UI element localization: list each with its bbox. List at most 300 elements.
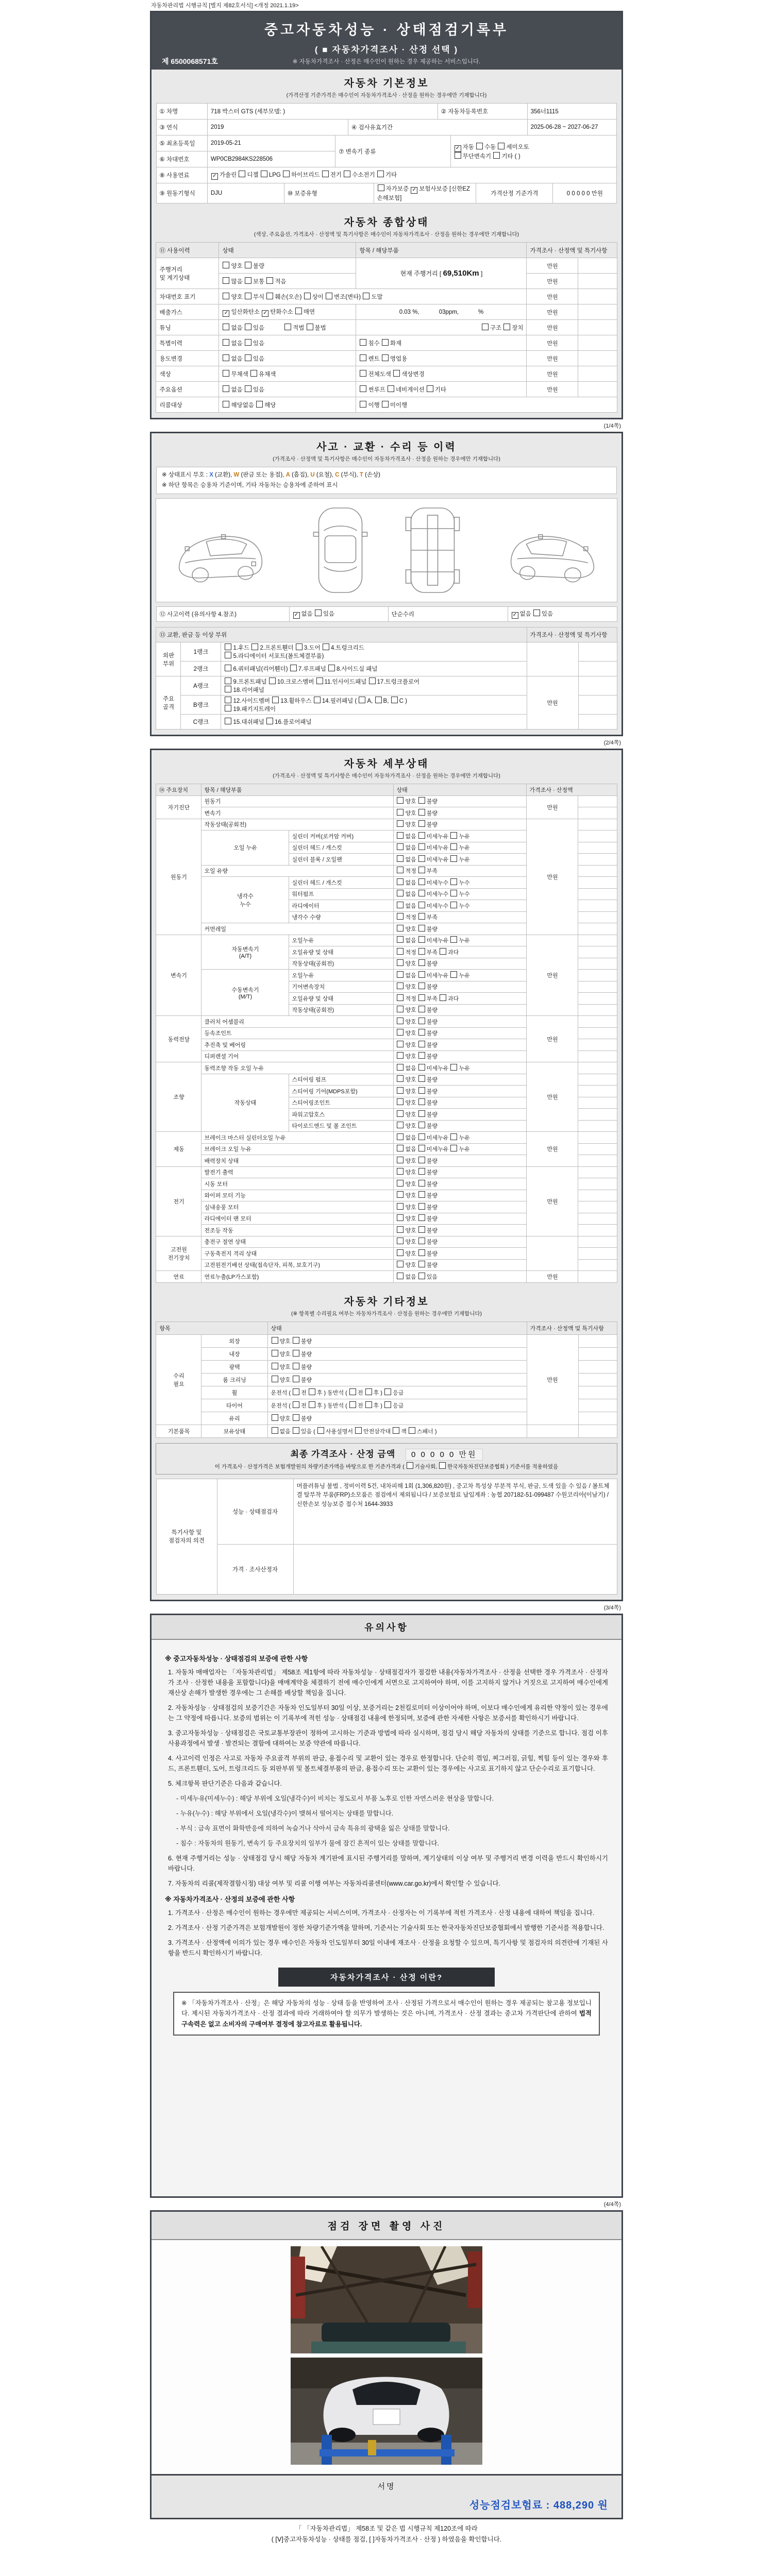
- checkbox-icon[interactable]: [365, 1388, 372, 1395]
- table-cell: ② 자동차등록번호: [438, 104, 527, 120]
- checkbox-icon[interactable]: [293, 1376, 299, 1382]
- checkbox-icon[interactable]: [225, 718, 231, 724]
- table-cell: 작동상태(공회전): [289, 1004, 394, 1016]
- table-cell: [578, 351, 617, 366]
- checkbox-checked-icon[interactable]: ✓: [512, 612, 518, 619]
- table-cell: ⑤ 최초등록일: [156, 135, 207, 151]
- checkbox-icon[interactable]: [418, 1191, 425, 1198]
- checkbox-icon[interactable]: [397, 867, 404, 873]
- footer-line-1: 「 「자동차관리법」 제58조 및 같은 법 시행규칙 제120조에 따라: [295, 2524, 478, 2532]
- checkbox-icon[interactable]: [397, 1087, 404, 1094]
- section-title-etc: 자동차 기타정보: [344, 1296, 429, 1308]
- checkbox-icon[interactable]: [397, 959, 404, 966]
- checkbox-icon[interactable]: [450, 1064, 457, 1071]
- table-cell: 만원: [527, 1271, 578, 1283]
- checkbox-icon[interactable]: [225, 705, 231, 711]
- checkbox-icon[interactable]: [498, 143, 505, 149]
- table-cell: [527, 1425, 578, 1437]
- table-cell: 상태: [219, 243, 356, 258]
- checkbox-checked-icon[interactable]: ✓: [211, 173, 218, 180]
- table-cell: [578, 981, 617, 993]
- table-cell: 브레이크 마스터 실린더오일 누유: [201, 1132, 394, 1144]
- table-cell: 없음 있음 ( 사용설명서 안전삼각대 잭 스패너 ): [267, 1425, 527, 1437]
- checkbox-checked-icon[interactable]: ✓: [293, 612, 300, 619]
- checkbox-icon[interactable]: [322, 171, 329, 177]
- checkbox-icon[interactable]: [384, 1401, 391, 1408]
- checkbox-icon[interactable]: [418, 1075, 425, 1082]
- table-cell: [578, 289, 617, 304]
- checkbox-icon[interactable]: [309, 1388, 315, 1395]
- table-cell: [578, 258, 617, 274]
- checkbox-icon[interactable]: [418, 959, 425, 966]
- checkbox-icon[interactable]: [503, 324, 510, 330]
- checkbox-icon[interactable]: [397, 809, 404, 816]
- checkbox-icon[interactable]: [384, 1388, 391, 1395]
- table-cell: 양호 불량: [394, 1097, 527, 1109]
- checkbox-icon[interactable]: [223, 339, 229, 346]
- checkbox-icon[interactable]: [272, 1350, 278, 1357]
- checkbox-icon[interactable]: [418, 1122, 425, 1128]
- checkbox-icon[interactable]: [397, 890, 404, 896]
- table-cell: [578, 1225, 617, 1236]
- table-cell: 냉각수 수량: [289, 911, 394, 923]
- checkbox-icon[interactable]: [223, 277, 229, 284]
- checkbox-icon[interactable]: [391, 697, 398, 703]
- checkbox-icon[interactable]: [225, 652, 231, 658]
- checkbox-icon[interactable]: [256, 401, 263, 408]
- checkbox-icon[interactable]: [397, 1052, 404, 1059]
- checkbox-icon[interactable]: [397, 1238, 404, 1244]
- checkbox-icon[interactable]: [378, 184, 384, 191]
- checkbox-icon[interactable]: [418, 878, 425, 885]
- checkbox-icon[interactable]: [418, 855, 425, 862]
- table-cell: 0.03 %, 03ppm, %: [356, 304, 527, 320]
- checkbox-icon[interactable]: [418, 994, 425, 1001]
- checkbox-icon[interactable]: [418, 1249, 425, 1256]
- checkbox-icon[interactable]: [293, 1401, 299, 1408]
- checkbox-icon[interactable]: [397, 1214, 404, 1221]
- table-cell: 무채색 유채색: [219, 366, 356, 382]
- legend-symbol: U: [310, 472, 315, 478]
- checkbox-icon[interactable]: [418, 832, 425, 839]
- checkbox-icon[interactable]: [225, 697, 231, 703]
- checkbox-icon[interactable]: [365, 1401, 372, 1408]
- checkbox-icon[interactable]: [382, 401, 389, 408]
- checkbox-icon[interactable]: [397, 913, 404, 920]
- checkbox-checked-icon[interactable]: ✓: [411, 187, 417, 194]
- table-cell: 9.프론트패널 10.크로스멤버 11.인사이드패널 17.트렁크플로어 18.리어패널: [221, 676, 527, 696]
- table-cell: 2019: [207, 120, 348, 135]
- table-cell: 원동기: [201, 795, 394, 807]
- checkbox-icon[interactable]: [397, 936, 404, 943]
- checkbox-icon[interactable]: [251, 643, 258, 650]
- table-cell: 없음 미세누수 누수: [394, 888, 527, 900]
- table-cell: [578, 1097, 617, 1109]
- checkbox-icon[interactable]: [382, 354, 389, 361]
- checkbox-icon[interactable]: [349, 1388, 356, 1395]
- checkbox-icon[interactable]: [440, 948, 446, 955]
- checkbox-icon[interactable]: [450, 878, 457, 885]
- checkbox-icon[interactable]: [316, 677, 323, 684]
- checkbox-icon[interactable]: [450, 843, 457, 850]
- checkbox-icon[interactable]: [397, 843, 404, 850]
- checkbox-icon[interactable]: [439, 1462, 446, 1469]
- checkbox-icon[interactable]: [225, 643, 231, 650]
- checkbox-icon[interactable]: [397, 1249, 404, 1256]
- checkbox-icon[interactable]: [450, 971, 457, 978]
- table-cell: 없음 미세누유 누유: [394, 854, 527, 866]
- checkbox-icon[interactable]: [418, 1110, 425, 1117]
- checkbox-icon[interactable]: [245, 324, 251, 330]
- checkbox-icon[interactable]: [223, 354, 229, 361]
- car-diagram-underbody: [400, 504, 465, 597]
- checkbox-icon[interactable]: [317, 1427, 324, 1434]
- checkbox-icon[interactable]: [450, 855, 457, 862]
- checkbox-icon[interactable]: [250, 370, 257, 377]
- checkbox-icon[interactable]: [388, 385, 394, 392]
- checkbox-icon[interactable]: [533, 609, 540, 616]
- checkbox-icon[interactable]: [397, 1145, 404, 1151]
- checkbox-icon[interactable]: [393, 1427, 399, 1434]
- checkbox-icon[interactable]: [223, 385, 229, 392]
- table-cell: ✓ 없음 있음: [289, 607, 388, 622]
- table-cell: 리콜대상: [156, 397, 219, 413]
- section-title-cond: 자동차 종합상태: [344, 217, 429, 228]
- checkbox-icon[interactable]: [418, 1157, 425, 1163]
- checkbox-icon[interactable]: [293, 1363, 299, 1369]
- table-cell: [578, 877, 617, 889]
- checkbox-icon[interactable]: [450, 832, 457, 839]
- checkbox-icon[interactable]: [397, 1018, 404, 1024]
- checkbox-icon[interactable]: [397, 1110, 404, 1117]
- checkbox-icon[interactable]: [397, 832, 404, 839]
- checkbox-icon[interactable]: [450, 1133, 457, 1140]
- checkbox-icon[interactable]: [397, 1157, 404, 1163]
- table-cell: 만원: [527, 366, 578, 382]
- table-cell: 특기사항 및 점검자의 의견: [156, 1479, 217, 1594]
- table-cell: [578, 1259, 617, 1271]
- checkbox-icon[interactable]: [272, 1363, 278, 1369]
- page-marker-3: (3/4쪽): [603, 1604, 621, 1611]
- checkbox-icon[interactable]: [272, 1337, 278, 1344]
- checkbox-icon[interactable]: [328, 665, 335, 671]
- section-title-basic: 자동차 기본정보: [344, 78, 429, 89]
- checkbox-icon[interactable]: [382, 339, 389, 346]
- table-cell: 튜닝: [156, 320, 219, 335]
- checkbox-icon[interactable]: [418, 925, 425, 931]
- checkbox-icon[interactable]: [283, 171, 290, 177]
- checkbox-icon[interactable]: [239, 171, 245, 177]
- notice-item: 2. 자동차성능 · 상태점검의 보증기간은 자동차 인도일부터 30일 이상, 보증거리는 2천킬로미터 이상이어야 하며, 이보다 매수인에게 유리한 약정이 있는 경우에는 그 약정에 따릅니다. 보증의 범위는 이 기록부에 적힌 성능 · 상태점검 내용에 한정되며, 보증에 관한 자세한 사항은 보증서를 확인하시기 바랍니다.: [168, 1704, 608, 1722]
- table-cell: 전체도색 색상변경: [356, 366, 527, 382]
- panel-rank-table: [156, 627, 617, 730]
- checkbox-icon[interactable]: [418, 1238, 425, 1244]
- table-cell: [578, 1039, 617, 1051]
- form-reference: 자동차관리법 시행규칙 [별지 제82호서식] <개정 2021.1.19>: [151, 3, 299, 9]
- checkbox-icon[interactable]: [397, 902, 404, 908]
- checkbox-icon[interactable]: [223, 324, 229, 330]
- table-cell: 양호 불량: [394, 1259, 527, 1271]
- checkbox-icon[interactable]: [397, 1203, 404, 1210]
- table-cell: 배출가스: [156, 304, 219, 320]
- checkbox-icon[interactable]: [266, 293, 273, 299]
- checkbox-icon[interactable]: [360, 385, 366, 392]
- notice-item: - 누유(누수) : 해당 부위에서 오일(냉각수)이 맺혀서 떨어지는 상태를 말합니다.: [176, 1809, 394, 1817]
- table-cell: ✓ 가솔린 디젤 LPG 하이브리드 전기 수소전기 기타: [207, 167, 617, 183]
- table-cell: [578, 1236, 617, 1248]
- checkbox-icon[interactable]: [284, 324, 291, 330]
- checkbox-icon[interactable]: [272, 697, 279, 703]
- table-cell: [578, 1062, 617, 1074]
- checkbox-icon[interactable]: [397, 1075, 404, 1082]
- checkbox-icon[interactable]: [418, 1261, 425, 1267]
- table-cell: 양호 불량: [394, 819, 527, 831]
- table-cell: 주행거리 및 계기상태: [156, 258, 219, 289]
- table-cell: 만원: [527, 335, 578, 351]
- checkbox-icon[interactable]: [409, 1427, 415, 1434]
- checkbox-icon[interactable]: [450, 936, 457, 943]
- checkbox-icon[interactable]: [344, 171, 350, 177]
- table-cell: [578, 1248, 617, 1260]
- checkbox-icon[interactable]: [269, 677, 276, 684]
- checkbox-icon[interactable]: [418, 948, 425, 955]
- checkbox-icon[interactable]: [223, 370, 229, 377]
- checkbox-icon[interactable]: [225, 665, 231, 671]
- checkbox-icon[interactable]: [418, 971, 425, 978]
- checkbox-icon[interactable]: [418, 797, 425, 804]
- table-cell: 양호 불량: [394, 1155, 527, 1167]
- checkbox-icon[interactable]: [314, 697, 321, 703]
- checkbox-icon[interactable]: [293, 1388, 299, 1395]
- checkbox-icon[interactable]: [450, 890, 457, 896]
- checkbox-icon[interactable]: [359, 697, 365, 703]
- checkbox-icon[interactable]: [393, 370, 400, 377]
- checkbox-icon[interactable]: [223, 293, 229, 299]
- checkbox-icon[interactable]: [360, 354, 366, 361]
- checkbox-icon[interactable]: [418, 1006, 425, 1012]
- checkbox-icon[interactable]: [397, 1261, 404, 1267]
- checkbox-icon[interactable]: [397, 994, 404, 1001]
- table-cell: 라디에이터: [289, 900, 394, 912]
- checkbox-icon[interactable]: [245, 339, 251, 346]
- checkbox-icon[interactable]: [326, 293, 332, 299]
- checkbox-icon[interactable]: [418, 1133, 425, 1140]
- checkbox-icon[interactable]: [397, 1098, 404, 1105]
- table-cell: 만원: [527, 676, 578, 730]
- checkbox-icon[interactable]: [245, 385, 251, 392]
- table-cell: [578, 1386, 617, 1399]
- checkbox-icon[interactable]: [397, 855, 404, 862]
- checkbox-icon[interactable]: [418, 1226, 425, 1233]
- checkbox-icon[interactable]: [418, 1098, 425, 1105]
- photo-area: [152, 2240, 621, 2474]
- checkbox-icon[interactable]: [450, 1145, 457, 1151]
- checkbox-icon[interactable]: [397, 1133, 404, 1140]
- checkbox-icon[interactable]: [418, 1203, 425, 1210]
- checkbox-icon[interactable]: [223, 401, 229, 408]
- table-cell: 6.쿼터패널(리어휀더) 7.루프패널 8.사이드실 패널: [221, 662, 527, 676]
- table-cell: 침수 화재: [356, 335, 527, 351]
- table-cell: WP0CB2984KS228506: [207, 151, 335, 167]
- checkbox-icon[interactable]: [397, 1180, 404, 1187]
- checkbox-icon[interactable]: [272, 1427, 278, 1434]
- checkbox-icon[interactable]: [418, 982, 425, 989]
- checkbox-icon[interactable]: [493, 152, 500, 159]
- checkbox-icon[interactable]: [397, 971, 404, 978]
- checkbox-icon[interactable]: [455, 152, 461, 159]
- checkbox-icon[interactable]: [418, 1041, 425, 1047]
- checkbox-icon[interactable]: [397, 878, 404, 885]
- checkbox-icon[interactable]: [293, 1337, 299, 1344]
- checkbox-icon[interactable]: [397, 1122, 404, 1128]
- checkbox-icon[interactable]: [418, 1273, 425, 1279]
- notice-item: 3. 중고자동차성능 · 상태점검은 국토교통부장관이 정하여 고시하는 기준과 방법에 따라 실시하며, 점검 당시 해당 자동차의 상태를 기준으로 합니다. 점검 이후 사용과정에서 발생 · 발견되는 결함에 대하여는 보증 약관에 따릅니다.: [168, 1729, 608, 1747]
- checkbox-icon[interactable]: [225, 686, 231, 692]
- checkbox-icon[interactable]: [272, 1414, 278, 1421]
- notice-item: - 침수 : 자동차의 원동기, 변속기 등 주요장치의 일부가 물에 잠긴 흔적이 있는 상태를 말합니다.: [176, 1839, 439, 1847]
- checkbox-icon[interactable]: [418, 890, 425, 896]
- checkbox-icon[interactable]: [397, 1191, 404, 1198]
- checkbox-icon[interactable]: [323, 643, 329, 650]
- table-cell: 가격조사 · 산정액 및 특기사항: [527, 1321, 617, 1334]
- checkbox-icon[interactable]: [309, 1401, 315, 1408]
- checkbox-icon[interactable]: [293, 1414, 299, 1421]
- checkbox-icon[interactable]: [315, 609, 322, 616]
- checkbox-icon[interactable]: [225, 677, 231, 684]
- table-cell: 양호 불량: [267, 1412, 527, 1425]
- checkbox-icon[interactable]: [418, 820, 425, 827]
- notice-item: 2. 가격조사 · 산정 기준가격은 보험개발원이 정한 차량기준가액을 말하며, 기준서는 기술사회 또는 한국자동차진단보증협회에서 발행한 기준서를 적용합니다.: [168, 1924, 604, 1931]
- checkbox-icon[interactable]: [375, 697, 382, 703]
- checkbox-icon[interactable]: [397, 925, 404, 931]
- checkbox-icon[interactable]: [360, 370, 366, 377]
- checkbox-icon[interactable]: [245, 277, 251, 284]
- checkbox-icon[interactable]: [418, 902, 425, 908]
- checkbox-icon[interactable]: [360, 339, 366, 346]
- checkbox-icon[interactable]: [245, 354, 251, 361]
- checkbox-icon[interactable]: [295, 308, 302, 314]
- checkbox-icon[interactable]: [418, 809, 425, 816]
- table-cell: DJU: [207, 183, 284, 204]
- table-cell: 원동기: [156, 819, 201, 935]
- notice-content: [152, 1640, 621, 2196]
- checkbox-icon[interactable]: [427, 385, 433, 392]
- table-cell: 오일유량 및 상태: [289, 993, 394, 1005]
- checkbox-icon[interactable]: [418, 1018, 425, 1024]
- car-diagrams: [156, 498, 617, 602]
- checkbox-icon[interactable]: [304, 293, 311, 299]
- checkbox-icon[interactable]: [397, 1006, 404, 1012]
- checkbox-checked-icon[interactable]: ✓: [262, 310, 268, 317]
- checkbox-icon[interactable]: [245, 293, 251, 299]
- table-cell: 내장: [201, 1347, 267, 1360]
- checkbox-icon[interactable]: [293, 1350, 299, 1357]
- legend-symbol: A: [285, 472, 290, 478]
- checkbox-icon[interactable]: [418, 1087, 425, 1094]
- checkbox-icon[interactable]: [363, 293, 369, 299]
- checkbox-icon[interactable]: [418, 1180, 425, 1187]
- table-cell: ⑦ 변속기 종류: [335, 135, 450, 167]
- checkbox-icon[interactable]: [418, 913, 425, 920]
- checkbox-icon[interactable]: [418, 936, 425, 943]
- checkbox-checked-icon[interactable]: ✓: [455, 145, 461, 152]
- checkbox-icon[interactable]: [476, 143, 483, 149]
- checkbox-icon[interactable]: [397, 1029, 404, 1036]
- checkbox-icon[interactable]: [360, 401, 366, 408]
- checkbox-icon[interactable]: [349, 1401, 356, 1408]
- table-cell: 2025-06-28 ~ 2027-06-27: [527, 120, 617, 135]
- table-cell: 파워고압호스: [289, 1109, 394, 1121]
- detail-condition-table: [156, 784, 617, 1283]
- table-cell: 양호 불량: [394, 958, 527, 970]
- checkbox-icon[interactable]: [245, 262, 251, 268]
- checkbox-icon[interactable]: [397, 1064, 404, 1071]
- overall-condition-table: [156, 242, 617, 413]
- table-cell: 양호 불량: [394, 1166, 527, 1178]
- checkbox-icon[interactable]: [397, 1168, 404, 1175]
- table-cell: 없음 미세누유 누유: [394, 1062, 527, 1074]
- checkbox-checked-icon[interactable]: ✓: [223, 310, 229, 317]
- table-cell: 양호 불량: [394, 1236, 527, 1248]
- table-cell: 등속조인트: [201, 1027, 394, 1039]
- checkbox-icon[interactable]: [377, 171, 384, 177]
- checkbox-icon[interactable]: [397, 1226, 404, 1233]
- checkbox-icon[interactable]: [418, 867, 425, 873]
- checkbox-icon[interactable]: [482, 324, 489, 330]
- table-cell: 없음 미세누유 누유: [394, 1143, 527, 1155]
- checkbox-icon[interactable]: [397, 1041, 404, 1047]
- checkbox-icon[interactable]: [407, 1462, 413, 1469]
- table-cell: 없음 미세누유 누유: [394, 831, 527, 842]
- table-cell: 만원: [527, 1016, 578, 1062]
- checkbox-icon[interactable]: [418, 843, 425, 850]
- checkbox-icon[interactable]: [266, 718, 273, 724]
- checkbox-icon[interactable]: [418, 1214, 425, 1221]
- checkbox-icon[interactable]: [307, 324, 313, 330]
- table-cell: 없음 미세누유 누유: [394, 1132, 527, 1144]
- checkbox-icon[interactable]: [397, 948, 404, 955]
- checkbox-icon[interactable]: [397, 1273, 404, 1279]
- table-cell: 양호 불량: [394, 1201, 527, 1213]
- checkbox-icon[interactable]: [397, 797, 404, 804]
- checkbox-icon[interactable]: [418, 1168, 425, 1175]
- table-cell: 적정 부족: [394, 911, 527, 923]
- checkbox-icon[interactable]: [266, 277, 273, 284]
- checkbox-icon[interactable]: [261, 171, 267, 177]
- checkbox-icon[interactable]: [418, 1052, 425, 1059]
- table-cell: 작동상태(공회전): [289, 958, 394, 970]
- table-cell: 만원: [527, 795, 578, 819]
- table-cell: [578, 1360, 617, 1373]
- checkbox-icon[interactable]: [397, 820, 404, 827]
- checkbox-icon[interactable]: [397, 982, 404, 989]
- checkbox-icon[interactable]: [440, 994, 446, 1001]
- checkbox-icon[interactable]: [296, 643, 303, 650]
- checkbox-icon[interactable]: [418, 1064, 425, 1071]
- checkbox-icon[interactable]: [290, 665, 297, 671]
- checkbox-icon[interactable]: [450, 902, 457, 908]
- checkbox-icon[interactable]: [223, 262, 229, 268]
- checkbox-icon[interactable]: [418, 1029, 425, 1036]
- table-cell: 클러치 어셈블리: [201, 1016, 394, 1028]
- checkbox-icon[interactable]: [369, 677, 376, 684]
- checkbox-icon[interactable]: [355, 1427, 362, 1434]
- checkbox-icon[interactable]: [272, 1376, 278, 1382]
- checkbox-icon[interactable]: [293, 1427, 299, 1434]
- table-cell: [578, 1143, 617, 1155]
- table-cell: 만원: [527, 351, 578, 366]
- checkbox-icon[interactable]: [418, 1145, 425, 1151]
